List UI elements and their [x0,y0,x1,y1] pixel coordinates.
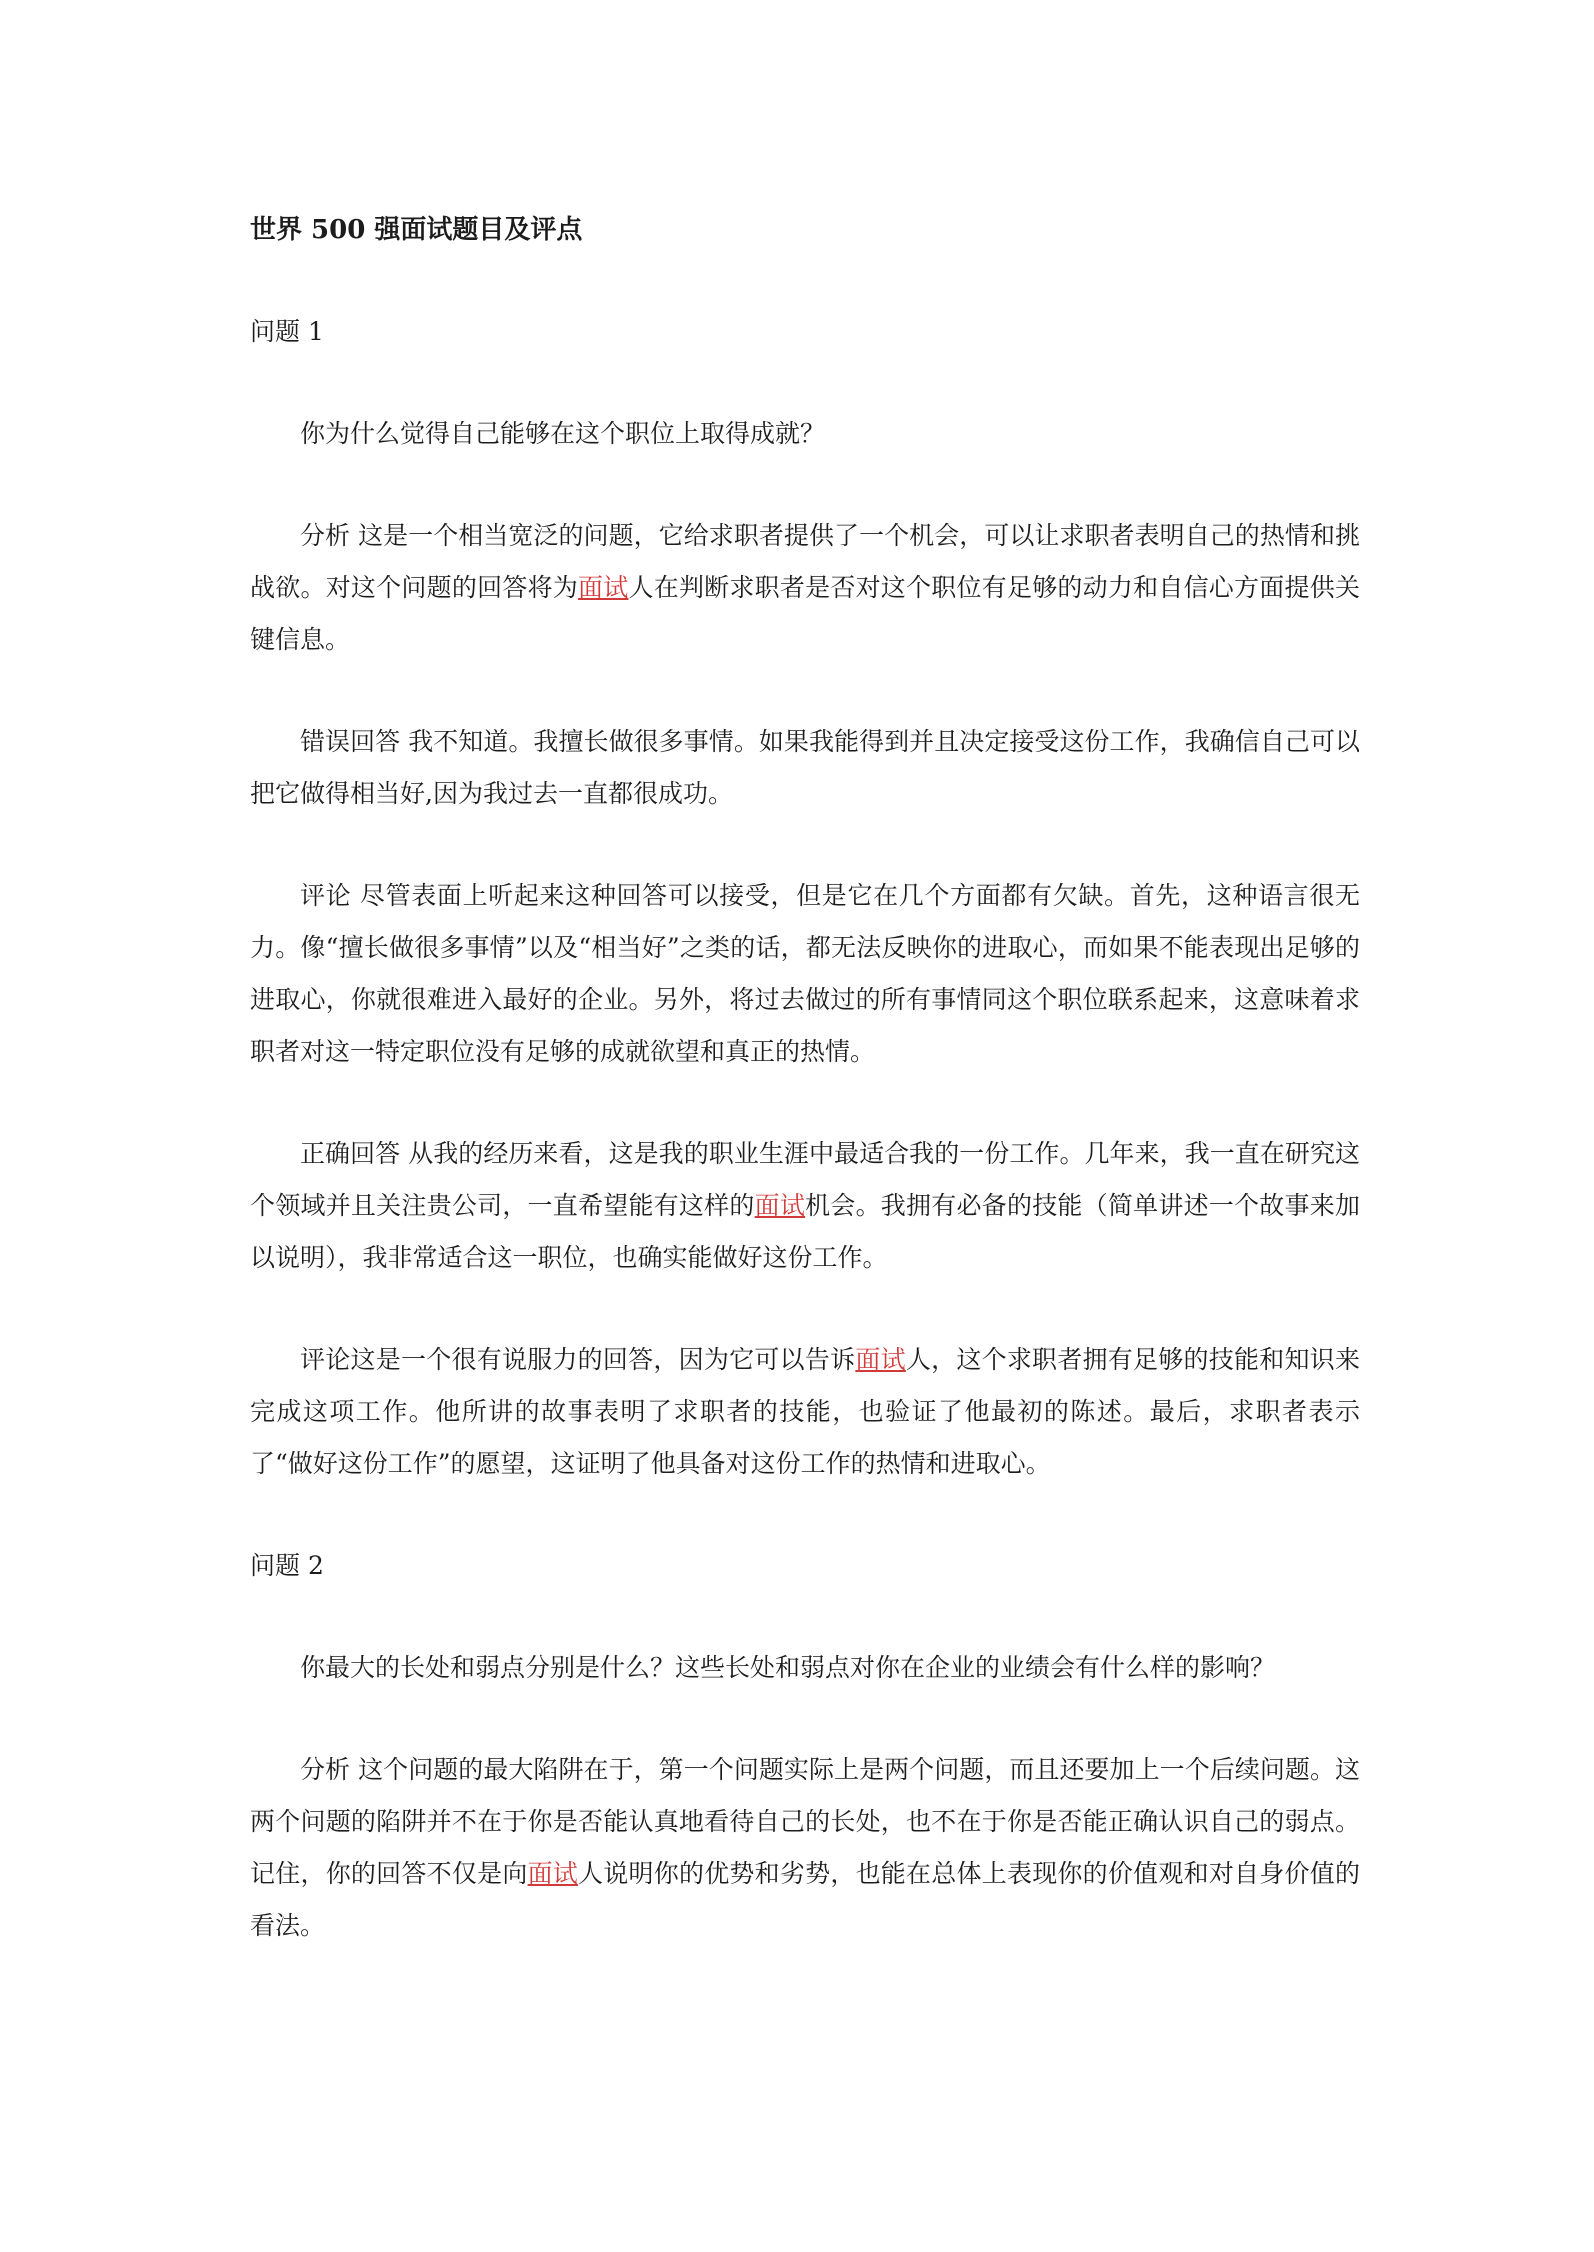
interview-link[interactable]: 面试 [754,1191,806,1220]
interview-link[interactable]: 面试 [527,1859,579,1888]
interview-link[interactable]: 面试 [855,1345,906,1374]
answer-text: 机会。我拥有必备的技能（简单讲述一个故事来加以说明），我非常适合这一职位，也确实能做好这份工作。 [250,1191,1360,1272]
question-2-analysis [250,1744,1360,1952]
comment-text: 人，这个求职者拥有足够的技能和知识来完成这项工作。他所讲的故事表明了求职者的技能，也验证了他最初的陈述。最后，求职者表示了“做好这份工作”的愿望，这证明了他具备对这份工作的热情和进取心。 [250,1345,1360,1478]
question-2-heading: 问题 2 [250,1551,324,1580]
interview-link[interactable]: 面试 [578,573,629,602]
analysis-text: 人说明你的优势和劣势，也能在总体上表现你的价值观和对自身价值的看法。 [250,1859,1360,1940]
analysis-text: 分析 这是一个相当宽泛的问题，它给求职者提供了一个机会，可以让求职者表明自己的热情和挑战欲。对这个问题的回答将为 [250,521,1360,602]
question-1-comment-right [250,1334,1360,1490]
question-1-right-answer [250,1128,1360,1284]
question-2-text: 你最大的长处和弱点分别是什么？这些长处和弱点对你在企业的业绩会有什么样的影响？ [300,1653,1276,1682]
document-title: 世界 500 强面试题目及评点 [250,215,583,245]
question-1-heading: 问题 1 [250,317,324,346]
answer-text: 正确回答 从我的经历来看，这是我的职业生涯中最适合我的一份工作。几年来，我一直在研究这个领域并且关注贵公司，一直希望能有这样的 [250,1139,1360,1220]
analysis-text: 分析 这个问题的最大陷阱在于，第一个问题实际上是两个问题，而且还要加上一个后续问题。这两个问题的陷阱并不在于你是否能认真地看待自己的长处，也不在于你是否能正确认识自己的弱点。记住，你的回答不仅是向 [250,1755,1360,1888]
question-1-wrong-answer: 错误回答 我不知道。我擅长做很多事情。如果我能得到并且决定接受这份工作，我确信自己可以把它做得相当好,因为我过去一直都很成功。 [250,727,1360,808]
question-1-comment-wrong: 评论 尽管表面上听起来这种回答可以接受，但是它在几个方面都有欠缺。首先，这种语言很无力。像“擅长做很多事情”以及“相当好”之类的话，都无法反映你的进取心，而如果不能表现出足够的进取心，你就很难进入最好的企业。另外，将过去做过的所有事情同这个职位联系起来，这意味着求职者对这一特定职位没有足够的成就欲望和真正的热情。 [250,881,1360,1066]
question-1-text: 你为什么觉得自己能够在这个职位上取得成就？ [300,419,826,448]
question-1-analysis [250,510,1360,666]
document-body [250,210,1360,1952]
analysis-text: 人在判断求职者是否对这个职位有足够的动力和自信心方面提供关键信息。 [250,573,1360,654]
comment-text: 评论这是一个很有说服力的回答，因为它可以告诉 [300,1345,856,1374]
